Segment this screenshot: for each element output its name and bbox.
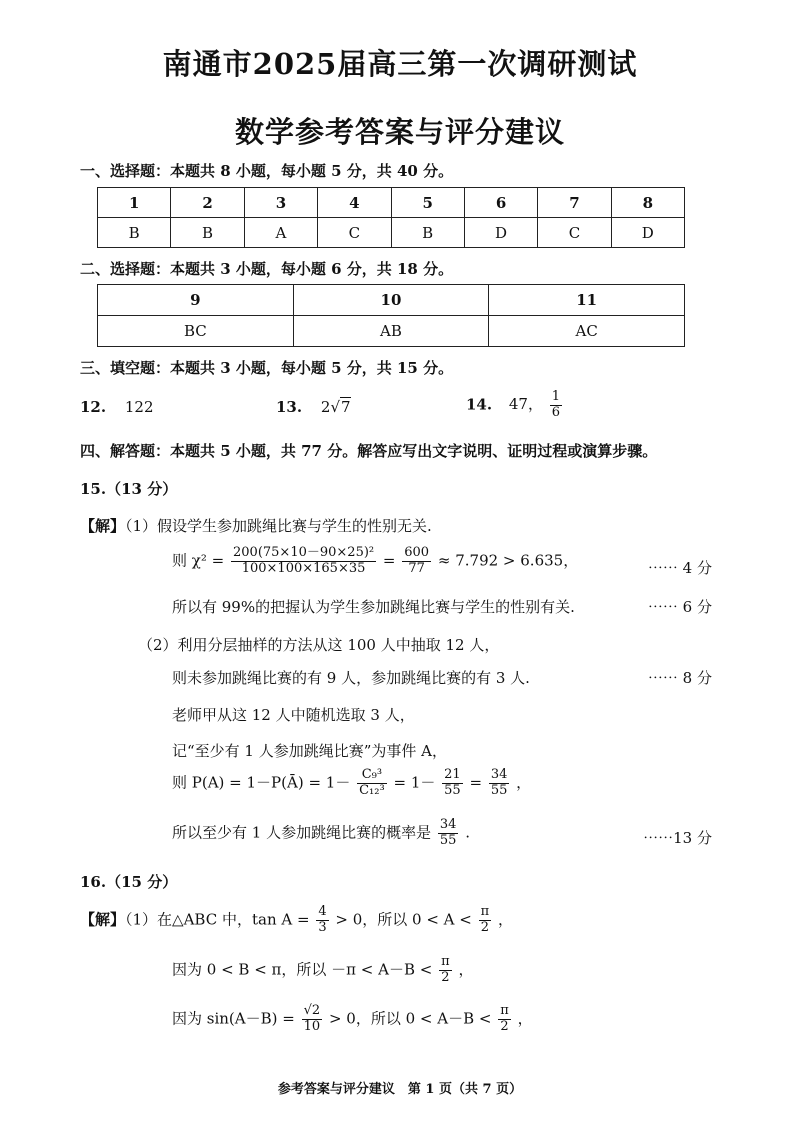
fraction-denominator: 10 (303, 1018, 321, 1034)
page-footer: 参考答案与评分建议 第 1 页（共 7 页） (277, 1082, 523, 1097)
paragraph: 则未参加跳绳比赛的有 9 人，参加跳绳比赛的有 3 人. (172, 669, 530, 687)
fraction (550, 390, 562, 421)
fraction-denominator: 2 (500, 1018, 509, 1034)
fraction (357, 768, 387, 799)
paragraph: 老师甲从这 12 人中随机选取 3 人， (172, 706, 415, 724)
solution-tag: 【解】 (80, 910, 126, 929)
fraction-numerator: 1 (551, 389, 561, 404)
formula-text: . (465, 823, 470, 842)
formula-text: ， (458, 960, 474, 979)
table-cell: 7 (538, 188, 611, 218)
fraction-denominator: 2 (480, 919, 490, 935)
fraction-numerator: π (441, 954, 450, 969)
table-cell: 5 (391, 188, 464, 218)
formula-text: 因为 sin(A－B) = (172, 1009, 295, 1028)
paragraph: （2）利用分层抽样的方法从这 100 人中抽取 12 人， (138, 636, 500, 654)
table-row (98, 188, 685, 218)
table-cell: AB (293, 316, 489, 347)
fraction-denominator: 100×100×165×35 (241, 560, 366, 576)
paragraph: 所以至少有 1 人参加跳绳比赛的概率是 (172, 823, 432, 842)
fraction-denominator: 6 (551, 404, 561, 420)
fraction (442, 768, 463, 799)
table-cell: B (98, 218, 171, 248)
paragraph: 记“至少有 1 人参加跳绳比赛”为事件 A， (172, 742, 448, 760)
answer-radicand: 7 (341, 398, 351, 416)
answer-value: 47， (508, 395, 543, 414)
formula-text: ， (516, 773, 532, 792)
fraction (402, 546, 431, 577)
table-cell: 2 (171, 188, 244, 218)
fraction-denominator: 55 (444, 782, 461, 798)
table-cell: C (538, 218, 611, 248)
table-cell: B (391, 218, 464, 248)
fraction-numerator: 21 (444, 767, 461, 782)
answer-14 (466, 390, 564, 421)
q15-part1 (80, 515, 432, 536)
section2-table (97, 284, 685, 347)
page-subtitle: 数学参考答案与评分建议 (234, 115, 565, 149)
solution-tag: 【解】 (80, 517, 126, 535)
fraction-numerator: π (480, 904, 490, 919)
fraction-denominator: 55 (490, 782, 508, 798)
table-cell: 1 (98, 188, 171, 218)
formula-text: 则 χ² = (172, 551, 225, 570)
table-cell: D (611, 218, 684, 248)
fraction-denominator: C₁₂³ (359, 782, 385, 798)
formula-text: 则 P(A) = 1－P(Ā) = 1－ (172, 773, 351, 792)
formula-text: = (382, 551, 396, 570)
score-mark: ⋯⋯13 分 (643, 829, 712, 847)
fraction-numerator: π (500, 1003, 509, 1018)
answer-12 (80, 398, 154, 416)
fraction-denominator: 2 (441, 969, 450, 985)
fraction (438, 818, 459, 849)
fraction-denominator: 3 (318, 919, 327, 935)
formula-text: ≈ 7.792 > 6.635， (437, 551, 579, 570)
fraction (439, 955, 452, 986)
table-cell: A (244, 218, 317, 248)
fraction-numerator: 34 (490, 767, 508, 782)
section1-table (97, 187, 685, 248)
question-number: 14. (466, 395, 493, 414)
fraction (302, 1004, 323, 1035)
conclusion (172, 818, 470, 849)
fraction (498, 1004, 511, 1035)
q16-line3 (172, 1004, 533, 1035)
probability-formula (172, 768, 531, 799)
fraction (489, 768, 510, 799)
table-cell: 4 (318, 188, 391, 218)
formula-text: （1）在△ABC 中，tan A = (125, 910, 310, 929)
chi-square-formula (172, 546, 578, 577)
table-row (98, 285, 685, 316)
table-cell: D (464, 218, 537, 248)
table-cell: C (318, 218, 391, 248)
paragraph: 所以有 99%的把握认为学生参加跳绳比赛与学生的性别有关. (172, 598, 575, 616)
q16-line2 (172, 955, 473, 986)
table-cell: B (171, 218, 244, 248)
formula-text: ， (517, 1009, 533, 1028)
table-cell: 10 (293, 285, 489, 316)
fraction-numerator: 200(75×10－90×25)² (233, 545, 375, 560)
table-cell: 8 (611, 188, 684, 218)
table-cell: 11 (489, 285, 685, 316)
table-row (98, 218, 685, 248)
fraction-numerator: √2 (303, 1003, 321, 1018)
score-mark: ⋯⋯ 8 分 (647, 669, 712, 687)
sqrt-icon: √ (330, 398, 340, 416)
answer-coefficient: 2 (320, 398, 331, 416)
formula-text: > 0，所以 0 < A < (335, 910, 472, 929)
formula-text: > 0，所以 0 < A－B < (328, 1009, 492, 1028)
paragraph: （1）假设学生参加跳绳比赛与学生的性别无关. (125, 517, 432, 535)
score-mark: ⋯⋯ 6 分 (647, 598, 712, 616)
section4-heading: 四、解答题：本题共 5 小题，共 77 分。解答应写出文字说明、证明过程或演算步骤。 (80, 442, 658, 460)
fraction (316, 905, 328, 936)
fraction (479, 905, 492, 936)
answer-13 (276, 398, 351, 416)
q16-line1 (80, 905, 513, 936)
q15-label: 15.（13 分） (80, 480, 178, 498)
section2-heading: 二、选择题：本题共 3 小题，每小题 6 分，共 18 分。 (80, 260, 454, 278)
formula-text: = 1－ (393, 773, 436, 792)
table-cell: 3 (244, 188, 317, 218)
question-number: 13. (276, 398, 303, 416)
fraction-numerator: 4 (318, 904, 327, 919)
fraction-numerator: C₉³ (357, 768, 387, 784)
fraction-denominator: 55 (439, 832, 457, 848)
table-row (98, 316, 685, 347)
table-cell: 9 (98, 285, 294, 316)
table-cell: BC (98, 316, 294, 347)
answer-value: 122 (124, 398, 154, 416)
fraction-numerator: 600 (404, 545, 430, 560)
page-title: 南通市2025届高三第一次调研测试 (162, 47, 638, 81)
section3-heading: 三、填空题：本题共 3 小题，每小题 5 分，共 15 分。 (80, 359, 454, 377)
formula-text: 因为 0 < B < π，所以 －π < A－B < (172, 960, 433, 979)
formula-text: = (469, 773, 483, 792)
section1-heading: 一、选择题：本题共 8 小题，每小题 5 分，共 40 分。 (80, 162, 454, 180)
score-mark: ⋯⋯ 4 分 (647, 559, 712, 577)
q16-label: 16.（15 分） (80, 873, 178, 891)
question-number: 12. (80, 398, 107, 416)
table-cell: 6 (464, 188, 537, 218)
table-cell: AC (489, 316, 685, 347)
fraction-numerator: 34 (439, 817, 457, 832)
fraction (231, 546, 376, 577)
fraction-denominator: 77 (408, 560, 425, 576)
formula-text: ， (497, 910, 513, 929)
